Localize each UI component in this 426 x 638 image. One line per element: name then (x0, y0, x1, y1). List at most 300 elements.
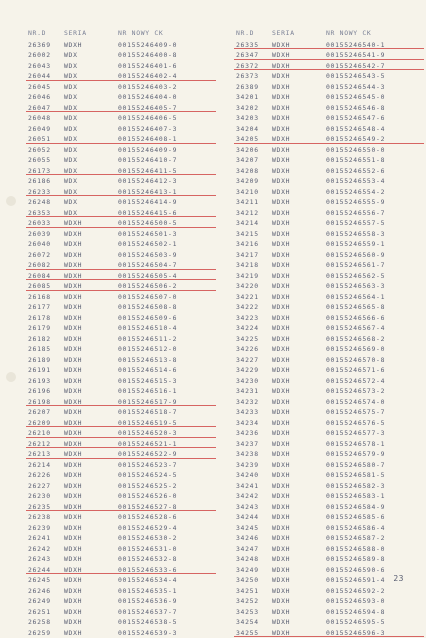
table-row (28, 544, 218, 555)
cell-nr-d: 34223 (236, 313, 272, 324)
cell-seria: WDXH (272, 260, 326, 271)
table-row (28, 61, 218, 72)
right-column (236, 28, 426, 638)
cell-nr-nowy: 00155246531-0 (118, 544, 218, 555)
cell-nr-nowy: 00155246505-4 (118, 271, 218, 282)
cell-nr-nowy: 00155246510-4 (118, 323, 218, 334)
cell-seria: WDXH (272, 523, 326, 534)
cell-nr-nowy: 00155246567-4 (326, 323, 426, 334)
cell-seria: WDXH (64, 491, 118, 502)
cell-seria: WDX (64, 103, 118, 114)
cell-nr-nowy: 00155246517-9 (118, 397, 218, 408)
cell-nr-d: 26210 (28, 428, 64, 439)
cell-nr-d: 26168 (28, 292, 64, 303)
table-row (28, 418, 218, 429)
cell-nr-d: 26051 (28, 134, 64, 145)
cell-seria: WDXH (272, 596, 326, 607)
cell-nr-d: 34207 (236, 155, 272, 166)
cell-seria: WDXH (64, 449, 118, 460)
table-row (28, 386, 218, 397)
table-row (28, 134, 218, 145)
cell-nr-nowy: 00155246506-2 (118, 281, 218, 292)
header-nr-nowy: NR NOWY CK (118, 28, 218, 39)
cell-nr-d: 26258 (28, 617, 64, 628)
table-row (236, 418, 426, 429)
cell-nr-nowy: 00155246513-8 (118, 355, 218, 366)
cell-nr-nowy: 00155246409-9 (118, 145, 218, 156)
table-row (28, 187, 218, 198)
cell-nr-nowy: 00155246596-3 (326, 628, 426, 638)
cell-nr-nowy: 00155246583-1 (326, 491, 426, 502)
cell-seria: WDXH (272, 565, 326, 576)
cell-nr-nowy: 00155246400-8 (118, 50, 218, 61)
table-row (236, 460, 426, 471)
cell-seria: WDXH (272, 607, 326, 618)
cell-nr-nowy: 00155246589-8 (326, 554, 426, 565)
cell-nr-nowy: 00155246406-5 (118, 113, 218, 124)
cell-nr-nowy: 00155246542-7 (326, 61, 426, 72)
table-row (28, 397, 218, 408)
table-row (28, 491, 218, 502)
table-row (28, 40, 218, 51)
cell-nr-nowy: 00155246541-9 (326, 50, 426, 61)
cell-nr-nowy: 00155246529-4 (118, 523, 218, 534)
cell-nr-nowy: 00155246539-3 (118, 628, 218, 638)
cell-seria: WDXH (272, 250, 326, 261)
cell-seria: WDXH (272, 145, 326, 156)
cell-nr-nowy: 00155246401-6 (118, 61, 218, 72)
cell-nr-d: 26347 (236, 50, 272, 61)
table-row (28, 103, 218, 114)
cell-nr-d: 34226 (236, 344, 272, 355)
cell-nr-nowy: 00155246577-3 (326, 428, 426, 439)
cell-nr-nowy: 00155246563-3 (326, 281, 426, 292)
cell-nr-d: 34218 (236, 260, 272, 271)
cell-seria: WDXH (272, 512, 326, 523)
cell-seria: WDXH (64, 481, 118, 492)
table-row (28, 502, 218, 513)
cell-nr-nowy: 00155246536-9 (118, 596, 218, 607)
cell-nr-d: 34232 (236, 397, 272, 408)
cell-nr-nowy: 00155246553-4 (326, 176, 426, 187)
table-row (28, 481, 218, 492)
cell-nr-d: 34219 (236, 271, 272, 282)
cell-seria: WDX (64, 113, 118, 124)
cell-nr-nowy: 00155246403-2 (118, 82, 218, 93)
cell-nr-d: 34222 (236, 302, 272, 313)
table-row (236, 428, 426, 439)
table-row (236, 103, 426, 114)
table-row (28, 554, 218, 565)
cell-seria: WDXH (272, 134, 326, 145)
cell-seria: WDXH (272, 334, 326, 345)
table-row (28, 365, 218, 376)
cell-nr-d: 34244 (236, 512, 272, 523)
cell-seria: WDXH (64, 586, 118, 597)
cell-nr-nowy: 00155246590-6 (326, 565, 426, 576)
cell-nr-d: 34224 (236, 323, 272, 334)
cell-seria: WDX (64, 197, 118, 208)
cell-seria: WDX (64, 92, 118, 103)
table-row (28, 533, 218, 544)
cell-nr-nowy: 00155246547-6 (326, 113, 426, 124)
cell-nr-nowy: 00155246552-6 (326, 166, 426, 177)
cell-nr-nowy: 00155246526-0 (118, 491, 218, 502)
cell-nr-nowy: 00155246516-1 (118, 386, 218, 397)
cell-seria: WDXH (64, 334, 118, 345)
cell-seria: WDXH (272, 176, 326, 187)
cell-nr-d: 34203 (236, 113, 272, 124)
cell-seria: WDXH (272, 460, 326, 471)
table-row (28, 281, 218, 292)
cell-seria: WDXH (64, 292, 118, 303)
cell-seria: WDXH (272, 313, 326, 324)
cell-seria: WDXH (64, 554, 118, 565)
cell-nr-nowy: 00155246565-8 (326, 302, 426, 313)
cell-nr-d: 26049 (28, 124, 64, 135)
cell-nr-d: 26238 (28, 512, 64, 523)
table-row (236, 302, 426, 313)
table-row (236, 313, 426, 324)
cell-seria: WDX (64, 61, 118, 72)
cell-nr-d: 34239 (236, 460, 272, 471)
cell-nr-nowy: 00155246525-2 (118, 481, 218, 492)
cell-nr-nowy: 00155246520-3 (118, 428, 218, 439)
table-row (28, 208, 218, 219)
table-row (236, 134, 426, 145)
cell-seria: WDXH (64, 302, 118, 313)
table-row (236, 334, 426, 345)
table-row (28, 92, 218, 103)
cell-seria: WDXH (272, 470, 326, 481)
cell-nr-nowy: 00155246549-2 (326, 134, 426, 145)
cell-nr-d: 34209 (236, 176, 272, 187)
cell-nr-d: 34216 (236, 239, 272, 250)
cell-nr-d: 34205 (236, 134, 272, 145)
cell-seria: WDXH (64, 260, 118, 271)
table-row (236, 628, 426, 638)
cell-nr-d: 26002 (28, 50, 64, 61)
cell-nr-d: 26239 (28, 523, 64, 534)
cell-nr-d: 26243 (28, 554, 64, 565)
cell-nr-nowy: 00155246410-7 (118, 155, 218, 166)
cell-seria: WDXH (272, 428, 326, 439)
cell-nr-d: 26227 (28, 481, 64, 492)
cell-nr-d: 34253 (236, 607, 272, 618)
cell-nr-nowy: 00155246545-0 (326, 92, 426, 103)
table-row (28, 512, 218, 523)
cell-nr-nowy: 00155246501-3 (118, 229, 218, 240)
cell-nr-nowy: 00155246535-1 (118, 586, 218, 597)
cell-seria: WDXH (64, 596, 118, 607)
table-row (28, 82, 218, 93)
table-row (236, 481, 426, 492)
cell-nr-d: 34249 (236, 565, 272, 576)
cell-nr-d: 26182 (28, 334, 64, 345)
cell-nr-d: 26233 (28, 187, 64, 198)
cell-nr-d: 26043 (28, 61, 64, 72)
cell-nr-nowy: 00155246571-6 (326, 365, 426, 376)
cell-nr-d: 34229 (236, 365, 272, 376)
table-row (28, 302, 218, 313)
cell-nr-nowy: 00155246543-5 (326, 71, 426, 82)
cell-nr-d: 34204 (236, 124, 272, 135)
cell-seria: WDXH (272, 365, 326, 376)
cell-seria: WDXH (272, 113, 326, 124)
cell-seria: WDXH (272, 544, 326, 555)
cell-seria: WDXH (64, 376, 118, 387)
cell-nr-nowy: 00155246580-7 (326, 460, 426, 471)
right-table-body (236, 40, 426, 638)
cell-nr-nowy: 00155246504-7 (118, 260, 218, 271)
cell-nr-d: 26196 (28, 386, 64, 397)
cell-nr-nowy: 00155246405-7 (118, 103, 218, 114)
cell-nr-d: 34206 (236, 145, 272, 156)
cell-seria: WDXH (272, 617, 326, 628)
cell-seria: WDXH (64, 418, 118, 429)
cell-nr-nowy: 00155246512-0 (118, 344, 218, 355)
table-row (236, 407, 426, 418)
table-row (28, 460, 218, 471)
cell-nr-d: 34215 (236, 229, 272, 240)
cell-seria: WDXH (64, 397, 118, 408)
cell-seria: WDXH (272, 229, 326, 240)
table-row (236, 187, 426, 198)
cell-nr-d: 34243 (236, 502, 272, 513)
table-row (236, 376, 426, 387)
cell-nr-d: 26189 (28, 355, 64, 366)
cell-seria: WDX (64, 187, 118, 198)
cell-seria: WDXH (272, 407, 326, 418)
cell-seria: WDXH (272, 386, 326, 397)
cell-nr-nowy: 00155246569-0 (326, 344, 426, 355)
cell-nr-d: 26230 (28, 491, 64, 502)
cell-nr-nowy: 00155246593-0 (326, 596, 426, 607)
table-row (236, 523, 426, 534)
cell-seria: WDXH (64, 533, 118, 544)
cell-nr-d: 26244 (28, 565, 64, 576)
table-row (28, 607, 218, 618)
cell-nr-d: 26369 (28, 40, 64, 51)
cell-nr-nowy: 00155246515-3 (118, 376, 218, 387)
cell-nr-nowy: 00155246573-2 (326, 386, 426, 397)
cell-nr-d: 26178 (28, 313, 64, 324)
table-row (28, 113, 218, 124)
table-row (236, 239, 426, 250)
cell-nr-d: 34214 (236, 218, 272, 229)
cell-seria: WDXH (272, 218, 326, 229)
cell-nr-nowy: 00155246409-0 (118, 40, 218, 51)
header-seria: SERIA (272, 28, 326, 39)
cell-nr-nowy: 00155246557-5 (326, 218, 426, 229)
cell-nr-nowy: 00155246581-5 (326, 470, 426, 481)
cell-seria: WDXH (272, 575, 326, 586)
cell-nr-d: 34208 (236, 166, 272, 177)
cell-nr-nowy: 00155246412-3 (118, 176, 218, 187)
cell-seria: WDXH (64, 544, 118, 555)
table-row (236, 229, 426, 240)
cell-nr-d: 34230 (236, 376, 272, 387)
table-row (28, 334, 218, 345)
cell-nr-d: 26246 (28, 586, 64, 597)
column-header (28, 28, 218, 39)
cell-nr-nowy: 00155246532-8 (118, 554, 218, 565)
table-row (28, 586, 218, 597)
cell-nr-d: 34242 (236, 491, 272, 502)
cell-seria: WDXH (272, 271, 326, 282)
cell-seria: WDXH (272, 197, 326, 208)
page-number: 23 (393, 574, 404, 583)
cell-nr-d: 26179 (28, 323, 64, 334)
cell-seria: WDXH (272, 376, 326, 387)
cell-nr-d: 26226 (28, 470, 64, 481)
cell-nr-d: 34255 (236, 628, 272, 638)
cell-nr-nowy: 00155246534-4 (118, 575, 218, 586)
cell-nr-d: 26048 (28, 113, 64, 124)
cell-nr-d: 26372 (236, 61, 272, 72)
cell-seria: WDXH (272, 491, 326, 502)
cell-seria: WDXH (272, 155, 326, 166)
cell-seria: WDXH (272, 61, 326, 72)
table-row (236, 491, 426, 502)
cell-nr-nowy: 00155246548-4 (326, 124, 426, 135)
cell-nr-d: 34225 (236, 334, 272, 345)
header-nr-d: NR.D (28, 28, 64, 39)
cell-nr-d: 26044 (28, 71, 64, 82)
cell-seria: WDX (64, 145, 118, 156)
table-row (236, 292, 426, 303)
cell-nr-d: 34245 (236, 523, 272, 534)
table-row (28, 575, 218, 586)
table-row (236, 544, 426, 555)
table-row (236, 197, 426, 208)
cell-seria: WDXH (272, 292, 326, 303)
cell-nr-nowy: 00155246540-1 (326, 40, 426, 51)
table-row (236, 439, 426, 450)
cell-nr-nowy: 00155246538-5 (118, 617, 218, 628)
table-row (28, 166, 218, 177)
cell-seria: WDXH (64, 502, 118, 513)
cell-seria: WDXH (272, 628, 326, 638)
table-row (236, 250, 426, 261)
cell-nr-nowy: 00155246568-2 (326, 334, 426, 345)
cell-nr-nowy: 00155246404-0 (118, 92, 218, 103)
cell-nr-d: 26214 (28, 460, 64, 471)
column-header (236, 28, 426, 39)
cell-nr-nowy: 00155246584-9 (326, 502, 426, 513)
table-row (236, 617, 426, 628)
punch-hole (6, 372, 16, 382)
cell-nr-nowy: 00155246550-0 (326, 145, 426, 156)
cell-nr-d: 34201 (236, 92, 272, 103)
cell-seria: WDX (64, 50, 118, 61)
table-row (236, 176, 426, 187)
cell-seria: WDXH (64, 439, 118, 450)
table-row (236, 365, 426, 376)
cell-seria: WDXH (64, 512, 118, 523)
cell-nr-nowy: 00155246551-8 (326, 155, 426, 166)
table-row (28, 449, 218, 460)
cell-seria: WDXH (64, 607, 118, 618)
cell-seria: WDXH (272, 166, 326, 177)
cell-nr-d: 26209 (28, 418, 64, 429)
table-row (28, 596, 218, 607)
cell-nr-d: 26033 (28, 218, 64, 229)
cell-nr-d: 26373 (236, 71, 272, 82)
cell-nr-nowy: 00155246558-3 (326, 229, 426, 240)
cell-nr-nowy: 00155246572-4 (326, 376, 426, 387)
cell-seria: WDXH (272, 554, 326, 565)
cell-nr-nowy: 00155246509-6 (118, 313, 218, 324)
cell-seria: WDXH (64, 365, 118, 376)
cell-nr-d: 34238 (236, 449, 272, 460)
cell-nr-d: 26259 (28, 628, 64, 638)
table-row (236, 260, 426, 271)
cell-nr-d: 26052 (28, 145, 64, 156)
cell-nr-nowy: 00155246415-6 (118, 208, 218, 219)
cell-nr-d: 34227 (236, 355, 272, 366)
table-row (28, 439, 218, 450)
cell-nr-d: 26039 (28, 229, 64, 240)
cell-nr-d: 26082 (28, 260, 64, 271)
cell-nr-d: 34240 (236, 470, 272, 481)
cell-nr-nowy: 00155246582-3 (326, 481, 426, 492)
cell-nr-d: 26055 (28, 155, 64, 166)
cell-seria: WDXH (64, 575, 118, 586)
cell-nr-nowy: 00155246592-2 (326, 586, 426, 597)
cell-nr-nowy: 00155246530-2 (118, 533, 218, 544)
table-row (28, 197, 218, 208)
cell-nr-nowy: 00155246564-1 (326, 292, 426, 303)
cell-nr-d: 26085 (28, 281, 64, 292)
cell-nr-nowy: 00155246585-6 (326, 512, 426, 523)
table-row (236, 113, 426, 124)
cell-nr-nowy: 00155246578-1 (326, 439, 426, 450)
table-row (236, 344, 426, 355)
cell-seria: WDXH (272, 397, 326, 408)
cell-nr-d: 34248 (236, 554, 272, 565)
table-row (28, 155, 218, 166)
left-column (28, 28, 218, 638)
table-row (28, 523, 218, 534)
cell-nr-nowy: 00155246555-9 (326, 197, 426, 208)
cell-nr-nowy: 00155246537-7 (118, 607, 218, 618)
cell-seria: WDXH (64, 628, 118, 638)
table-row (236, 92, 426, 103)
table-row (236, 323, 426, 334)
cell-nr-nowy: 00155246556-7 (326, 208, 426, 219)
cell-nr-d: 26193 (28, 376, 64, 387)
cell-nr-d: 26245 (28, 575, 64, 586)
cell-seria: WDXH (272, 124, 326, 135)
cell-seria: WDXH (272, 418, 326, 429)
cell-nr-d: 34246 (236, 533, 272, 544)
cell-seria: WDXH (64, 344, 118, 355)
cell-nr-nowy: 00155246586-4 (326, 523, 426, 534)
cell-seria: WDXH (272, 103, 326, 114)
cell-seria: WDXH (272, 40, 326, 51)
cell-nr-d: 34220 (236, 281, 272, 292)
cell-seria: WDX (64, 82, 118, 93)
cell-seria: WDXH (272, 481, 326, 492)
table-row (236, 586, 426, 597)
cell-nr-nowy: 00155246519-5 (118, 418, 218, 429)
table-row (28, 407, 218, 418)
table-row (236, 596, 426, 607)
cell-seria: WDXH (272, 355, 326, 366)
cell-seria: WDX (64, 124, 118, 135)
table-row (236, 40, 426, 51)
